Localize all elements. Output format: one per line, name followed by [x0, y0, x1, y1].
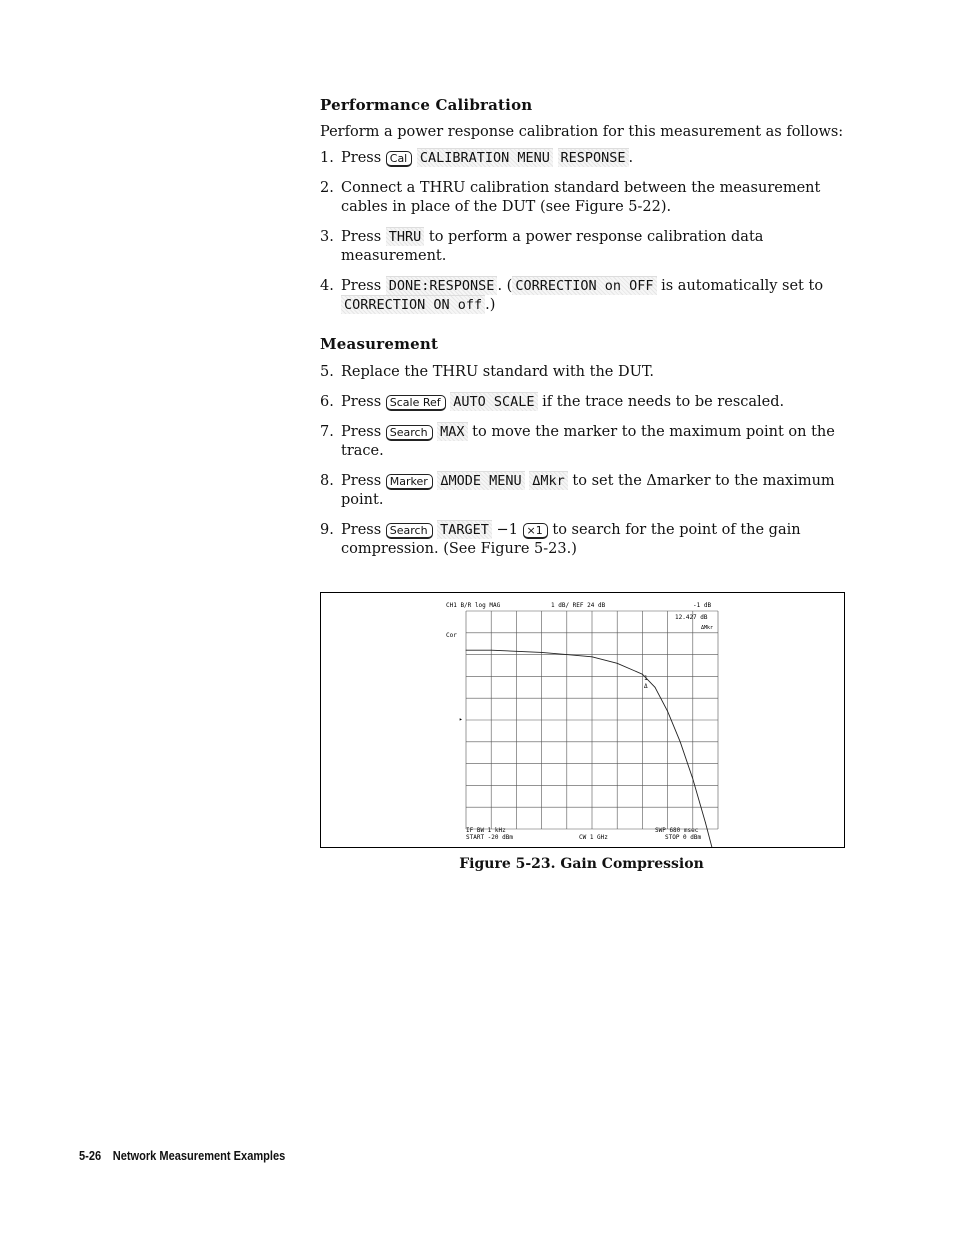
section-heading-measurement: Measurement — [320, 335, 439, 353]
softkey-label: ΔMODE MENU — [437, 471, 524, 490]
step-item — [320, 179, 860, 217]
step-text: Connect a THRU calibration standard between the measurement cables in place of the DUT (see Figure 5-22). — [341, 180, 821, 215]
step-number: 8. — [320, 473, 334, 489]
step-number: 6. — [320, 394, 334, 410]
step-text: . — [628, 150, 634, 166]
softkey-label: THRU — [386, 227, 425, 246]
step-item — [320, 521, 860, 559]
display-footer-start: START -20 dBm — [466, 834, 513, 841]
trace-point — [642, 674, 643, 675]
display-footer-sweep: SWP 680 msec — [655, 827, 699, 834]
step-number: 9. — [320, 522, 334, 538]
softkey-label: CORRECTION ON off — [341, 295, 485, 314]
step-text: Press — [341, 229, 386, 245]
softkey-label: DONE:RESPONSE — [386, 276, 498, 295]
figure-gain-compression — [320, 592, 845, 848]
step-text: if the trace needs to be rescaled. — [537, 394, 785, 410]
step-text: to perform a power response calibration data measurement. — [341, 229, 764, 264]
step-text: Press — [341, 278, 386, 294]
section-heading-calibration: Performance Calibration — [320, 96, 533, 114]
trace-point — [692, 779, 693, 780]
step-text: −1 — [491, 522, 523, 538]
marker-b-label: Δ — [644, 683, 648, 690]
step-text — [553, 150, 558, 166]
step-number: 2. — [320, 180, 334, 196]
step-text: to move the marker to the maximum point on the trace. — [341, 424, 835, 459]
page-content — [320, 96, 860, 570]
trace-point — [655, 687, 656, 688]
display-header-right: -1 dB — [693, 602, 712, 609]
softkey-label: TARGET — [437, 520, 492, 539]
display-footer-stop: STOP 0 dBm — [665, 834, 702, 841]
softkey-label: RESPONSE — [558, 148, 629, 167]
softkey-label: ΔMkr — [529, 471, 568, 490]
step-text: Press — [341, 424, 386, 440]
page-footer — [79, 1148, 285, 1163]
step-item — [320, 228, 860, 266]
step-text: . ( — [497, 278, 513, 294]
display-footer-cw: CW 1 GHz — [579, 834, 608, 841]
step-number: 4. — [320, 278, 334, 294]
step-text: to set the Δmarker to the maximum point. — [341, 473, 835, 508]
display-header-left: CH1 B/R log MAG — [446, 602, 501, 609]
step-item — [320, 423, 860, 461]
marker-readout: 12.427 dB — [675, 614, 708, 621]
step-text: is automatically set to — [656, 278, 824, 294]
measurement-steps — [320, 363, 860, 559]
step-number: 7. — [320, 424, 334, 440]
step-item — [320, 363, 860, 382]
hardkey-label: Search — [386, 523, 433, 539]
softkey-label: CORRECTION on OFF — [512, 276, 656, 295]
step-text: Press — [341, 394, 386, 410]
trace-point — [516, 651, 517, 652]
section-intro: Perform a power response calibration for this measurement as follows: — [320, 124, 844, 140]
trace-point — [491, 650, 492, 651]
calibration-steps — [320, 149, 860, 315]
hardkey-label: Scale Ref — [386, 395, 446, 411]
softkey-label: AUTO SCALE — [450, 392, 537, 411]
trace-point — [541, 652, 542, 653]
page-number: 5-26 — [79, 1148, 102, 1163]
trace-point — [705, 822, 706, 823]
step-item — [320, 393, 860, 412]
hardkey-label: ×1 — [523, 523, 548, 539]
correction-indicator: Cor — [446, 632, 457, 639]
step-text: to search for the point of the gain compression. (See Figure 5-23.) — [341, 522, 801, 557]
hardkey-label: Cal — [386, 151, 412, 167]
marker-a-label: 1 — [644, 675, 648, 682]
step-number: 3. — [320, 229, 334, 245]
step-number: 5. — [320, 364, 334, 380]
trace-point — [566, 654, 567, 655]
step-number: 1. — [320, 150, 334, 166]
step-item — [320, 149, 860, 168]
hardkey-label: Search — [386, 425, 433, 441]
trace-point — [466, 650, 467, 651]
trace-point — [617, 663, 618, 664]
softkey-label: CALIBRATION MENU — [417, 148, 553, 167]
step-text: Press — [341, 522, 386, 538]
step-text: Press — [341, 473, 386, 489]
softkey-label: MAX — [437, 422, 467, 441]
step-text: Press — [341, 150, 386, 166]
display-footer-ifbw: IF BW 1 kHz — [466, 827, 506, 834]
reference-marker: ▸ — [459, 716, 463, 723]
display-header-mid: 1 dB/ REF 24 dB — [551, 602, 606, 609]
trace-point — [667, 711, 668, 712]
step-item — [320, 472, 860, 510]
trace-point — [592, 656, 593, 657]
hardkey-label: Marker — [386, 474, 433, 490]
figure-caption: Figure 5-23. Gain Compression — [459, 856, 704, 872]
trace-point — [680, 741, 681, 742]
footer-title: Network Measurement Examples — [112, 1148, 286, 1163]
marker-mode: ΔMkr — [701, 625, 714, 631]
step-text: Replace the THRU standard with the DUT. — [341, 364, 654, 380]
step-text: .) — [485, 297, 496, 313]
analyzer-display — [321, 593, 844, 847]
step-item — [320, 277, 860, 315]
